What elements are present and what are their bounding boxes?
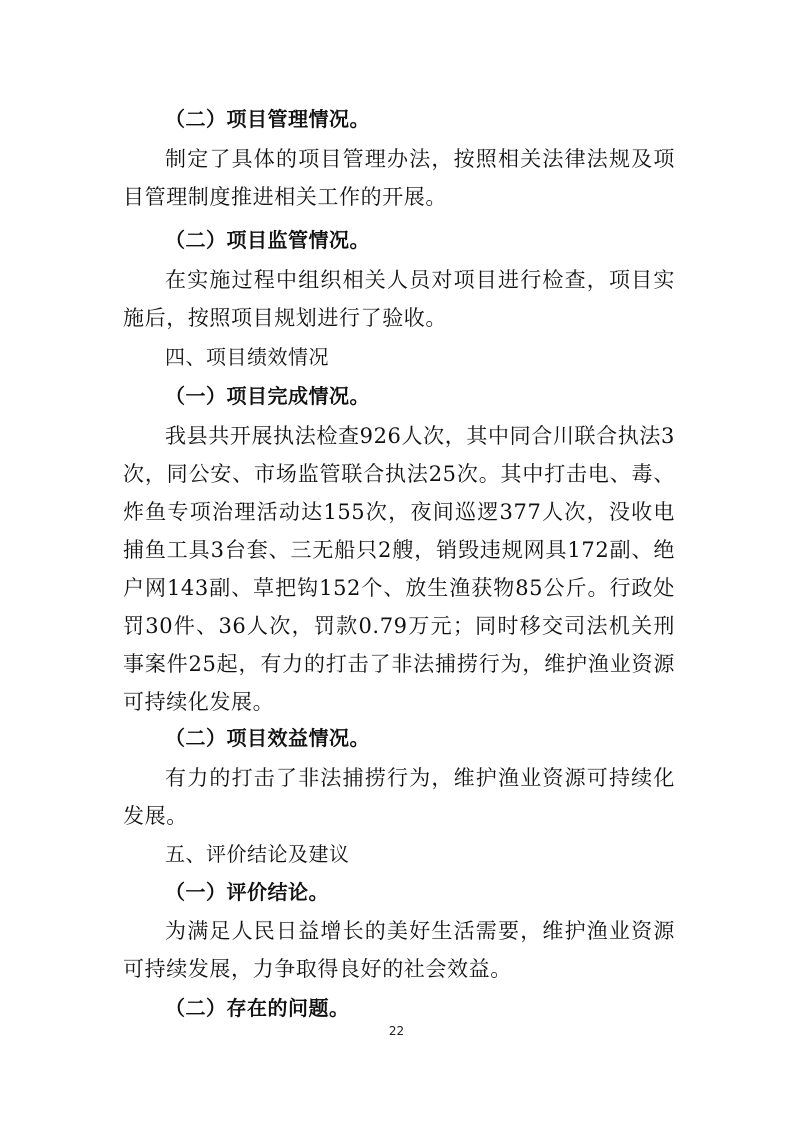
heading-existing-issues: （二）存在的问题。 bbox=[165, 996, 350, 1020]
paragraph-project-management: 制定了具体的项目管理办法，按照相关法律法规及项目管理制度推进相关工作的开展。 bbox=[123, 147, 675, 209]
heading-project-benefit: （二）项目效益情况。 bbox=[165, 726, 370, 750]
heading-performance: 四、项目绩效情况 bbox=[165, 345, 329, 369]
heading-conclusion-section: 五、评价结论及建议 bbox=[165, 842, 350, 866]
heading-project-completion: （一）项目完成情况。 bbox=[165, 384, 370, 408]
paragraph-project-supervision: 在实施过程中组织相关人员对项目进行检查，项目实施后，按照项目规划进行了验收。 bbox=[123, 268, 675, 330]
heading-project-supervision: （二）项目监管情况。 bbox=[165, 228, 370, 252]
page-number: 22 bbox=[388, 1024, 405, 1038]
heading-evaluation-conclusion: （一）评价结论。 bbox=[165, 880, 329, 904]
paragraph-evaluation-conclusion: 为满足人民日益增长的美好生活需要，维护渔业资源可持续发展，力争取得良好的社会效益。 bbox=[123, 919, 675, 981]
paragraph-project-completion: 我县共开展执法检查926人次，其中同合川联合执法3次，同公安、市场监管联合执法25次。其中打击电、毒、炸鱼专项治理活动达155次，夜间巡逻377人次，没收电捕鱼工具3台套、三无船只2艘，销毁违规网具172副、绝户网143副、草把钩152个、放生渔获物85公斤。行政处罚30件、36人次，罚款0.79万元；同时移交司法机关刑事案件25起，有力的打击了非法捕捞行为，维护渔业资源可持续化发展。 bbox=[123, 424, 675, 714]
paragraph-project-benefit: 有力的打击了非法捕捞行为，维护渔业资源可持续化发展。 bbox=[123, 766, 675, 828]
heading-project-management: （二）项目管理情况。 bbox=[165, 107, 370, 131]
